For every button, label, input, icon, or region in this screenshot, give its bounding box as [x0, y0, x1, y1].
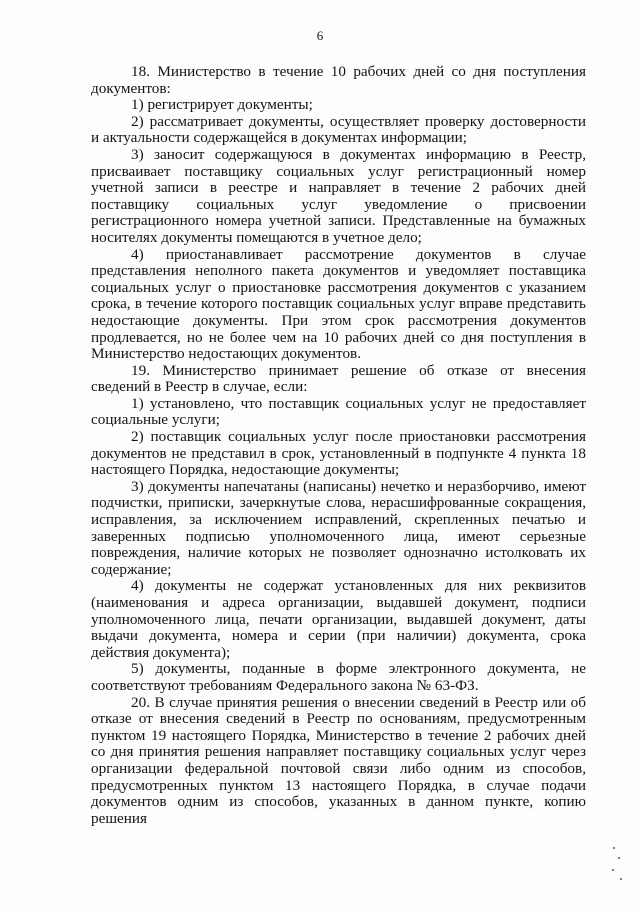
paragraph-18-1: 1) регистрирует документы; [131, 96, 313, 114]
paragraph-18: 18. Министерство в течение 10 рабочих дней со дня поступления документов: [91, 63, 586, 97]
body-text [91, 64, 586, 827]
paragraph-18-4: 4) приостанавливает рассмотрение документов в случае представления неполного пакета документов и уведомляет поставщика социальных услуг о приостановке рассмотрения документов с указанием срока, в течение которого поставщик социальных услуг вправе представить недостающие документы. При этом срок рассмотрения документов продлевается, но не более чем на 10 рабочих дней со дня поступления в Министерство недостающих документов. [91, 245, 586, 363]
paragraph-18-3: 3) заносит содержащуюся в документах информацию в Реестр, присваивает поставщику социальных услуг регистрационный номер учетной записи в реестре и направляет в течение 2 рабочих дней поставщику социальных услуг уведомление о присвоении регистрационного номера учетной записи. Представленные на бумажных носителях документы помещаются в учетное дело; [91, 145, 586, 246]
paragraph-19-5: 5) документы, поданные в форме электронного документа, не соответствуют требованиям Федерального закона № 63-ФЗ. [91, 660, 586, 694]
paragraph-18-2: 2) рассматривает документы, осуществляет проверку достоверности и актуальности содержащейся в документах информации; [91, 112, 586, 147]
page-number: 6 [316, 28, 324, 43]
paragraph-19-3: 3) документы напечатаны (написаны) нечетко и неразборчиво, имеют подчистки, приписки, зачеркнутые слова, нерасшифрованные сокращения, исправления, за исключением исправлений, скрепленных печатью и заверенных подписью уполномоченного лица, имеют серьезные повреждения, наличие которых не позволяет однозначно истолковать их содержание; [91, 477, 586, 578]
paragraph-19-2: 2) поставщик социальных услуг после приостановки рассмотрения документов не представил в срок, установленный в подпункте 4 пункта 18 настоящего Порядка, недостающие документы; [91, 428, 586, 479]
scan-specks [610, 845, 626, 895]
paragraph-19-4: 4) документы не содержат установленных для них реквизитов (наименования и адреса организации, выдавшей документ, подписи уполномоченного лица, печати организации, выдавшей документ, даты выдачи документа, номера и серии (при наличии) документа, срока действия документа); [91, 577, 586, 661]
paragraph-19-1: 1) установлено, что поставщик социальных услуг не предоставляет социальные услуги; [91, 394, 586, 429]
paragraph-19: 19. Министерство принимает решение об отказе от внесения сведений в Реестр в случае, если: [91, 361, 586, 396]
paragraph-20: 20. В случае принятия решения о внесении сведений в Реестр или об отказе от внесения сведений в Реестр по основаниям, предусмотренным пунктом 19 настоящего Порядка, Министерство в течение 2 рабочих дней со дня принятия решения направляет поставщику социальных услуг через организации федеральной почтовой связи либо одним из способов, предусмотренных пунктом 13 настоящего Порядка, в случае подачи документов одним из способов, указанных в данном пункте, копию решения [91, 693, 586, 827]
